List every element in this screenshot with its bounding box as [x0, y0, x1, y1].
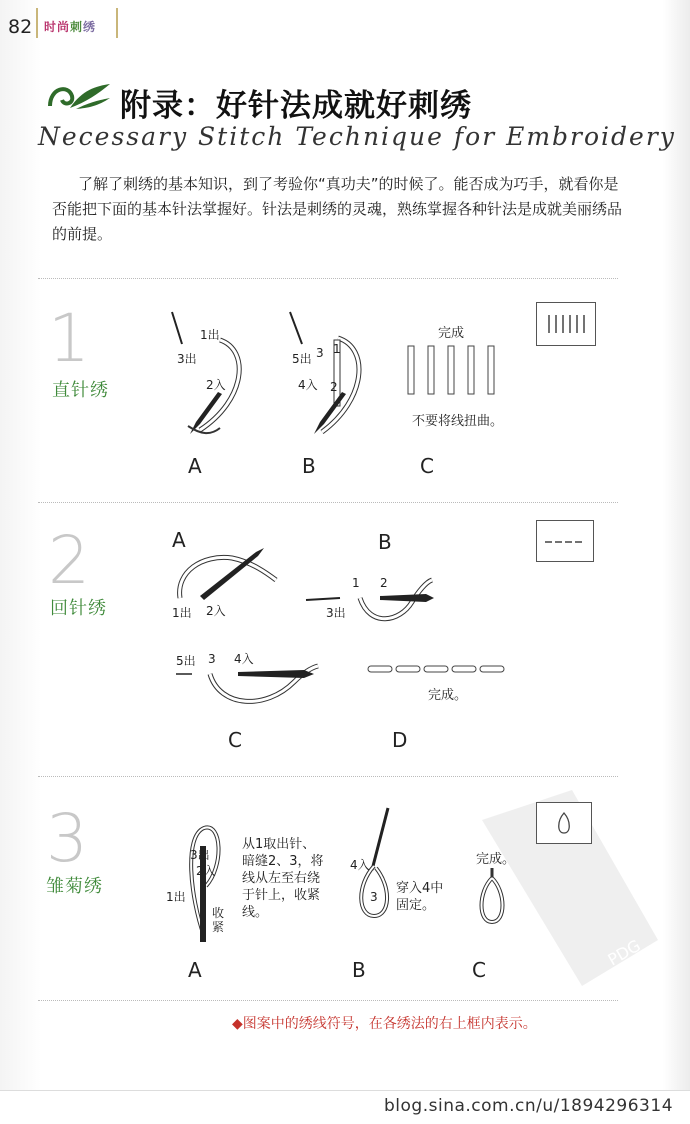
section-divider	[38, 1000, 618, 1001]
finished-note: 完成。	[428, 688, 468, 703]
footer-note: ◆图案中的绣线符号，在各绣法的右上框内表示。	[232, 1016, 537, 1032]
page-bottom-edge	[0, 1090, 690, 1091]
label-5-out: 5出	[292, 352, 312, 366]
section-1-number: 1	[48, 300, 90, 377]
step-letter-b: B	[352, 958, 366, 982]
section-divider	[38, 502, 618, 503]
straight-stitch-symbol-icon	[547, 315, 587, 333]
daisy-step-a-note	[242, 836, 324, 921]
blog-watermark: blog.sina.com.cn/u/1894296314	[384, 1096, 674, 1116]
label-3: 3	[316, 346, 324, 360]
step-letter-a: A	[172, 528, 186, 552]
label-4-in: 4入	[350, 858, 370, 872]
back-stitch-symbol-box	[536, 520, 594, 562]
note-line: 线从左至右绕	[242, 871, 321, 886]
header-divider	[36, 8, 38, 38]
label-3-out: 3出	[190, 848, 210, 862]
label-tighten: 收紧	[212, 906, 225, 934]
section-divider	[38, 278, 618, 279]
straight-stitch-step-b-diagram	[282, 310, 372, 450]
step-letter-a: A	[188, 958, 202, 982]
label-4-in: 4入	[234, 652, 254, 666]
step-letter-d: D	[392, 728, 408, 752]
page-subtitle: Necessary Stitch Technique for Embroidery	[38, 122, 676, 151]
finished-note: 完成。	[476, 852, 516, 867]
step-letter-c: C	[472, 958, 486, 982]
page-title: 附录：好针法成就好刺绣	[120, 88, 472, 124]
label-1-out: 1出	[166, 890, 186, 904]
back-stitch-step-a-diagram	[172, 544, 282, 604]
straight-stitch-finished-diagram	[406, 344, 498, 396]
label-2: 2	[330, 380, 338, 394]
seal-text: PDG	[604, 935, 644, 970]
straight-stitch-symbol-box	[536, 302, 596, 346]
step-letter-c: C	[420, 454, 434, 478]
back-stitch-step-c-diagram	[176, 664, 326, 714]
label-5-out: 5出	[176, 654, 196, 668]
leaf-ornament-icon	[46, 80, 112, 112]
label-3-out: 3出	[177, 352, 197, 366]
label-1-out: 1出	[172, 606, 192, 620]
header-divider-right	[116, 8, 118, 38]
label-2-in: 2入	[206, 378, 226, 392]
daisy-stitch-finished-diagram	[476, 866, 516, 926]
note-line: 固定。	[396, 898, 436, 913]
section-2-name: 回针绣	[50, 598, 107, 619]
header-category-3: 绣	[83, 20, 97, 34]
finished-label: 完成	[438, 326, 465, 341]
section-divider	[38, 776, 618, 777]
intro-paragraph: 了解了刺绣的基本知识，到了考验你“真功夫”的时候了。能否成为巧手，就看你是否能把下面的基本针法掌握好。针法是刺绣的灵魂，熟练掌握各种针法是成就美丽绣品的前提。	[52, 175, 623, 243]
label-2-in: 2入	[206, 604, 226, 618]
label-4-in: 4入	[298, 378, 318, 392]
daisy-step-b-note	[396, 880, 443, 914]
section-3-number: 3	[46, 800, 88, 877]
daisy-stitch-symbol-box	[536, 802, 592, 844]
note-line: 暗缝2、3，将	[242, 854, 324, 869]
back-stitch-step-b-diagram	[300, 572, 440, 632]
section-3-name: 雏菊绣	[46, 876, 103, 897]
note-line: 于针上，收紧	[242, 888, 321, 903]
note-line: 穿入4中	[396, 881, 444, 896]
daisy-stitch-step-a-diagram	[184, 816, 234, 946]
label-1-out: 1出	[200, 328, 220, 342]
label-1: 1	[333, 342, 341, 356]
header-category	[44, 18, 96, 35]
section-1-name: 直针绣	[52, 380, 109, 401]
label-1: 1	[352, 576, 360, 590]
header-category-2: 刺	[70, 20, 84, 34]
label-2: 2	[380, 576, 388, 590]
label-3-out: 3出	[326, 606, 346, 620]
daisy-stitch-symbol-icon	[557, 811, 571, 835]
label-3: 3	[208, 652, 216, 666]
step-letter-a: A	[188, 454, 202, 478]
note-line: 从1取出针、	[242, 837, 316, 852]
step-letter-b: B	[378, 530, 392, 554]
label-2-in: 2入	[196, 864, 216, 878]
finished-note: 不要将线扭曲。	[412, 414, 504, 429]
back-stitch-finished-diagram	[366, 664, 508, 676]
note-line: 线。	[242, 905, 269, 920]
page-number: 82	[8, 16, 33, 38]
section-2-number: 2	[48, 522, 90, 599]
label-3: 3	[370, 890, 378, 904]
back-stitch-symbol-icon	[545, 541, 585, 543]
step-letter-b: B	[302, 454, 316, 478]
header-category-1: 时尚	[44, 20, 71, 34]
step-letter-c: C	[228, 728, 242, 752]
